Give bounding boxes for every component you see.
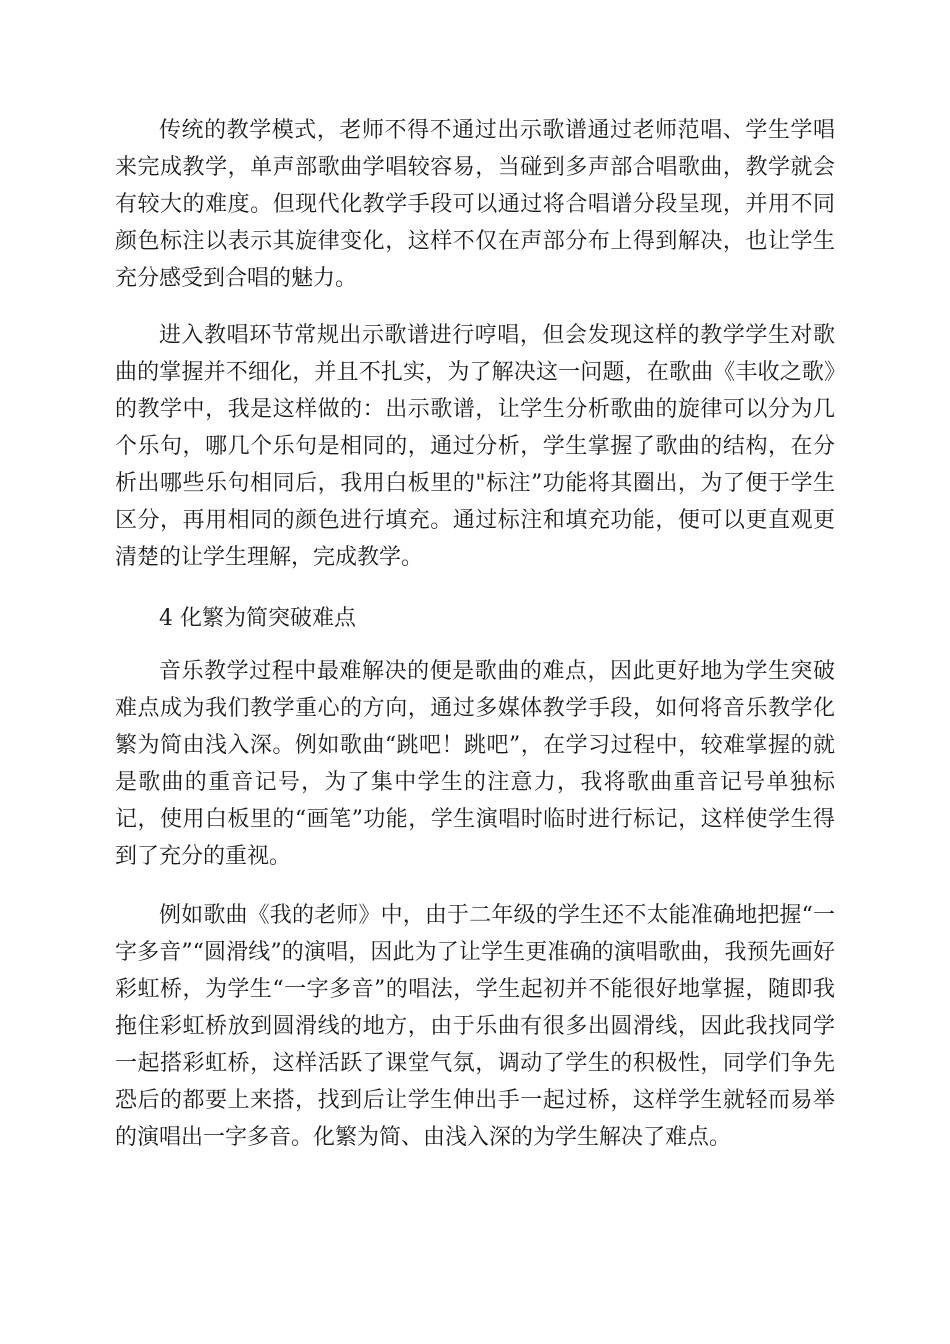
paragraph-difficult-points: 音乐教学过程中最难解决的便是歌曲的难点，因此更好地为学生突破难点成为我们教学重心的方向，通过多媒体教学手段，如何将音乐教学化繁为简由浅入深。例如歌曲“跳吧！跳吧”，在学习过程中，较难掌握的就是歌曲的重音记号，为了集中学生的注意力，我将歌曲重音记号单独标记，使用白板里的“画笔”功能，学生演唱时临时进行标记，这样使学生得到了充分的重视。 <box>115 659 835 869</box>
paragraph-rainbow-bridge: 例如歌曲《我的老师》中，由于二年级的学生还不太能准确地把握“一字多音”“圆滑线”的演唱，因此为了让学生更准确的演唱歌曲，我预先画好彩虹桥，为学生“一字多音”的唱法，学生起初并不能很好地掌握，随即我拖住彩虹桥放到圆滑线的地方，由于乐曲有很多出圆滑线，因此我找同学一起搭彩虹桥，这样活跃了课堂气氛，调动了学生的积极性，同学们争先恐后的都要上来搭，找到后让学生伸出手一起过桥，这样学生就轻而易举的演唱出一字多音。化繁为简、由浅入深的为学生解决了难点。 <box>115 903 835 1150</box>
paragraph-traditional-teaching: 传统的教学模式，老师不得不通过出示歌谱通过老师范唱、学生学唱来完成教学，单声部歌曲学唱较容易，当碰到多声部合唱歌曲，教学就会有较大的难度。但现代化教学手段可以通过将合唱谱分段呈现，并用不同颜色标注以表示其旋律变化，这样不仅在声部分布上得到解决，也让学生充分感受到合唱的魅力。 <box>115 118 835 291</box>
section-heading: 4 化繁为简突破难点 <box>159 606 356 631</box>
paragraph-singing-practice: 进入教唱环节常规出示歌谱进行哼唱，但会发现这样的教学学生对歌曲的掌握并不细化，并且不扎实，为了解决这一问题，在歌曲《丰收之歌》的教学中，我是这样做的：出示歌谱，让学生分析歌曲的旋律可以分为几个乐句，哪几个乐句是相同的，通过分析，学生掌握了歌曲的结构，在分析出哪些乐句相同后，我用白板里的"标注”功能将其圈出，为了便于学生区分，再用相同的颜色进行填充。通过标注和填充功能，便可以更直观更清楚的让学生理解，完成教学。 <box>115 323 835 570</box>
